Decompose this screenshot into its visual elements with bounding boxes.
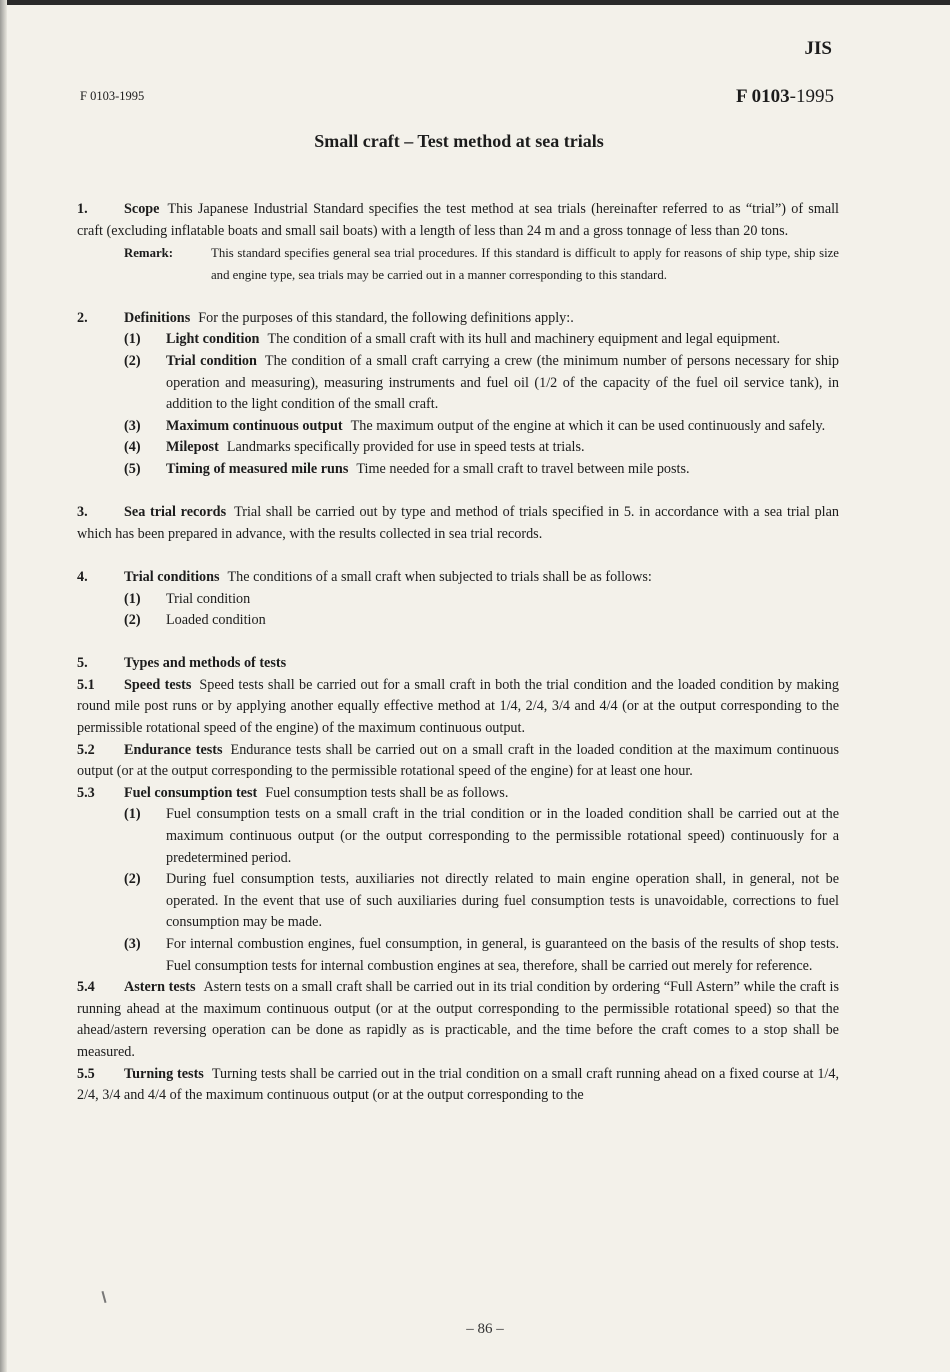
definition-item: (5) Timing of measured mile runs Time needed for a small craft to travel between mile posts. [124, 460, 690, 477]
section-3: 3. Sea trial records Trial shall be carried out by type and method of trials specified in 5. in accordance with a sea trial plan which has been prepared in advance, with the results collected in sea trial records. [77, 504, 839, 542]
definition-item: (3) Maximum continuous output The maximum output of the engine at which it can be used continuously and safely. [124, 417, 826, 434]
definition-item: (1) Light condition The condition of a small craft with its hull and machinery equipment and legal equipment. [124, 331, 781, 348]
section-2: 2. Definitions For the purposes of this standard, the following definitions apply:. [77, 309, 574, 326]
condition-item: (1) Trial condition [124, 590, 251, 607]
fuel-test-item: (1) Fuel consumption tests on a small craft in the trial condition or in the loaded condition shall be carried out at the maximum continuous output (or the output corresponding to the permissible rotational speed) continuously for a predetermined period. [124, 806, 839, 866]
condition-item: (2) Loaded condition [124, 612, 266, 629]
definition-item: (2) Trial condition The condition of a small craft carrying a crew (the minimum number of persons necessary for ship operation and measuring), measuring instruments and fuel oil (1/2 of the capacity of the fuel oil service tank), in addition to the light condition of the small craft. [124, 352, 840, 413]
section-5: 5. Types and methods of tests [77, 655, 287, 672]
section-1: 1. Scope This Japanese Industrial Standard specifies the test method at sea trials (hereinafter referred to as “trial”) of small craft (excluding inflatable boats and small sail boats) with a length of less than 24 m and a gross tonnage of less than 20 tons. [77, 201, 839, 239]
subsection-5-4: 5.4 Astern tests Astern tests on a small craft shall be carried out in its trial condition by ordering “Full Astern” while the craft is running ahead at the maximum continuous output (or at the output corresponding to the permissible rotational speed) so that the ahead/astern reversing operation can be done as rapidly as is practicable, and the time before the craft comes to a stop shall be measured. [77, 979, 839, 1060]
section-4: 4. Trial conditions The conditions of a small craft when subjected to trials shall be as follows: [77, 568, 652, 585]
subsection-5-2: 5.2 Endurance tests Endurance tests shall be carried out on a small craft in the loaded condition at the maximum continuous output (or at the output corresponding to the permissible rotational speed of the engine) for at least one hour. [77, 741, 839, 780]
subsection-5-1: 5.1 Speed tests Speed tests shall be carried out for a small craft in both the trial condition and the loaded condition by making round mile post runs or by applying another equally effective method at 1/4, 2/4, 3/4 and 4/4 (or at the output corresponding to the permissible rotational speed of the engine) of the maximum continuous output. [77, 676, 839, 737]
header-standard-right: F 0103-1995 [736, 86, 834, 107]
document-body [77, 199, 839, 1107]
page-title: Small craft – Test method at sea trials [314, 131, 604, 151]
header-standard-left: F 0103-1995 [80, 89, 145, 103]
scan-speck [101, 1291, 106, 1303]
page-number: – 86 – [466, 1321, 504, 1337]
scan-top-edge [0, 0, 950, 5]
fuel-test-item: (3) For internal combustion engines, fuel consumption, in general, is guaranteed on the basis of the results of shop tests. Fuel consumption tests for internal combustion engines at sea, therefore, shall be carried out merely for reference. [124, 936, 839, 974]
scan-left-edge [0, 0, 7, 1372]
subsection-5-5: 5.5 Turning tests Turning tests shall be carried out in the trial condition on a small craft running ahead on a fixed course at 1/4, 2/4, 3/4 and 4/4 of the maximum continuous output (or at the output corresponding to the [77, 1065, 839, 1104]
fuel-test-item: (2) During fuel consumption tests, auxiliaries not directly related to main engine operation shall, in general, not be operated. In the event that use of such auxiliaries during fuel consumption tests is unavoidable, corrections to fuel consumption may be made. [124, 871, 839, 931]
header-org: JIS [804, 38, 832, 59]
subsection-5-3: 5.3 Fuel consumption test Fuel consumption tests shall be as follows. [77, 784, 509, 801]
definition-item: (4) Milepost Landmarks specifically provided for use in speed tests at trials. [124, 439, 585, 456]
remark: Remark: This standard specifies general sea trial procedures. If this standard is difficult to apply for reasons of ship type, ship size and engine type, sea trials may be carried out in a manner corresponding to this standard. [124, 246, 839, 283]
